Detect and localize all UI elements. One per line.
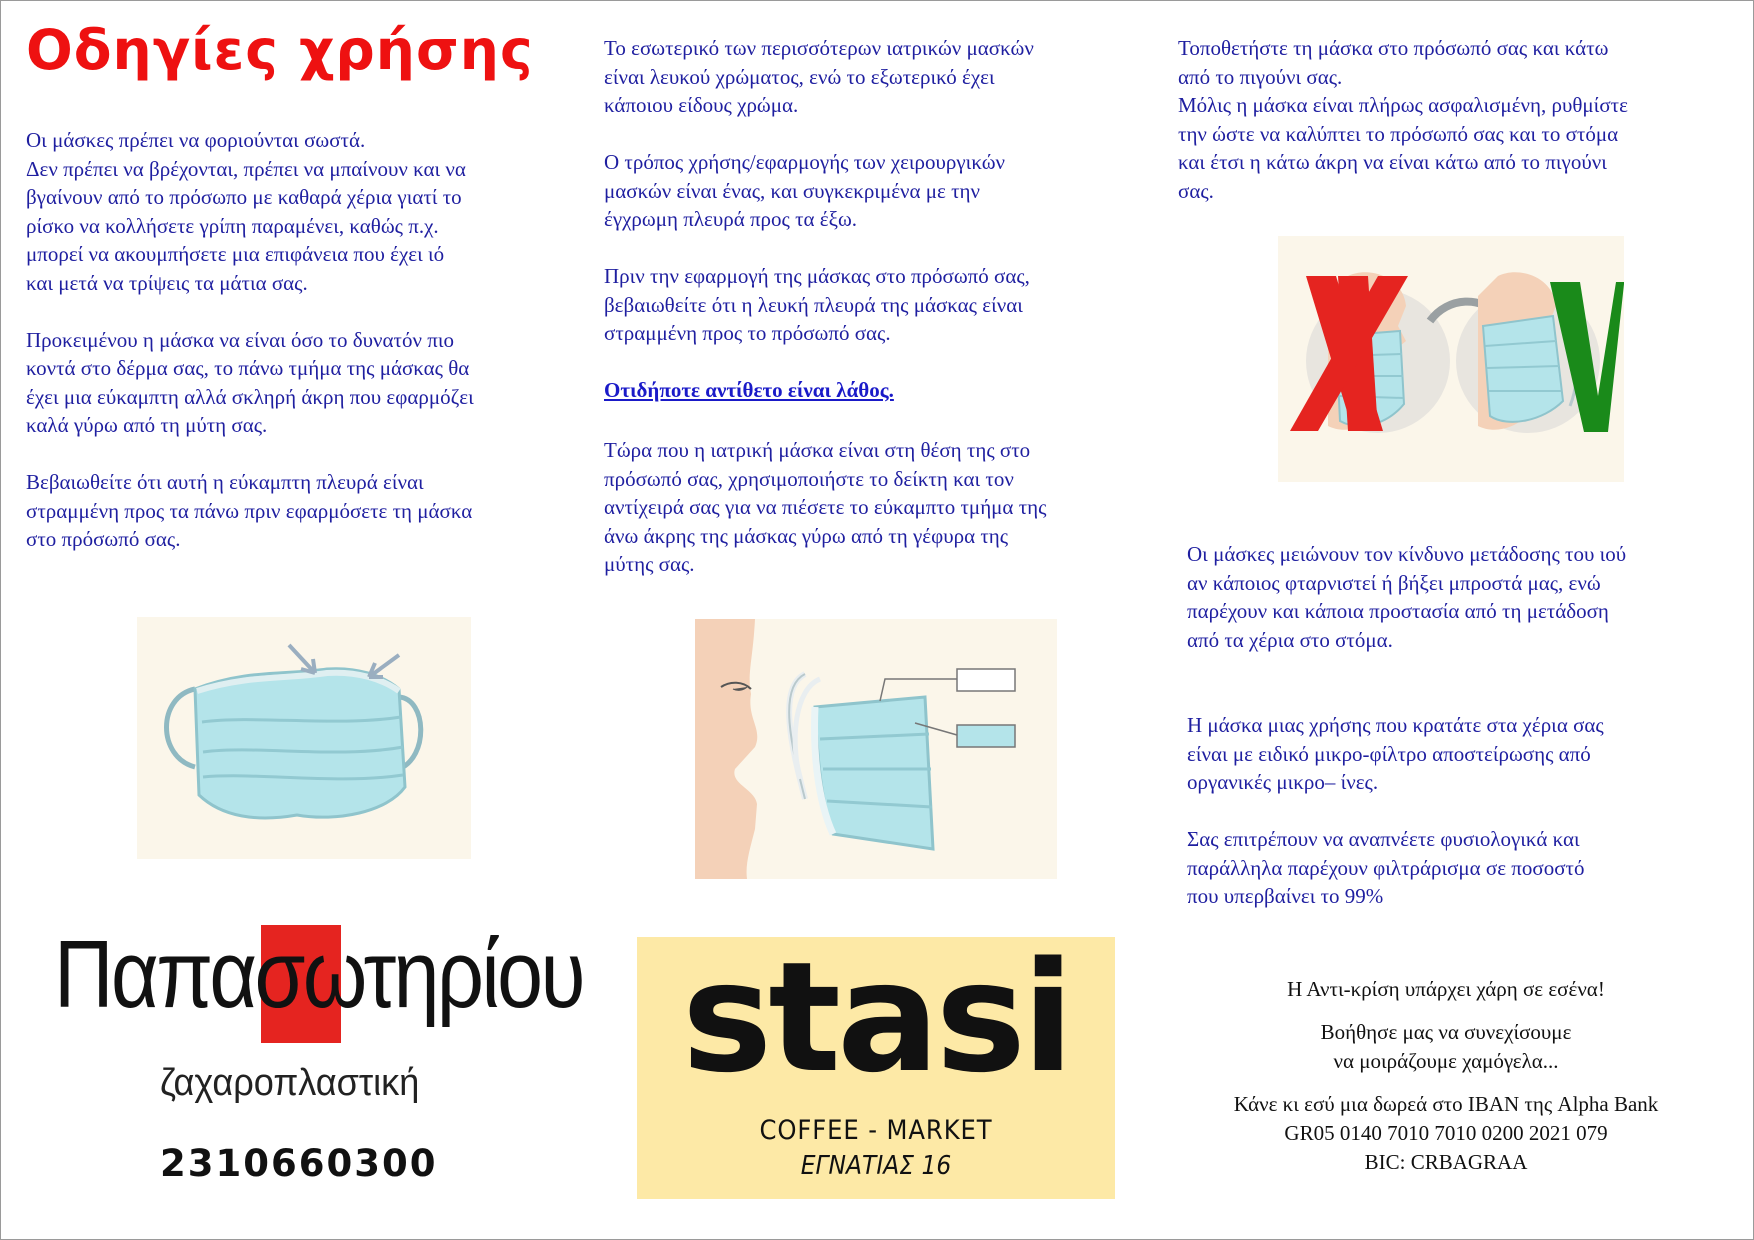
text-line: αν κάποιος φταρνιστεί ή βήξει μπροστά μας, ενώ [1187,570,1601,595]
text-line: σας. [1178,178,1214,203]
text-line: πρόσωπό σας, χρησιμοποιήστε το δείκτη και τον [604,466,1014,491]
text-line: ρίσκο να κολλήσετε γρίπη παραμένει, καθώς π.χ. [26,213,439,238]
text-line: Τώρα που η ιατρική μάσκα είναι στη θέση της στο [604,438,1031,462]
sponsor-papasotiriou [50,920,584,1190]
donate-line: να μοιράζουμε χαμόγελα... [1333,1049,1559,1073]
text-line: Προκειμένου η μάσκα να είναι όσο το δυνατόν πιο [26,327,454,352]
text-line: κοντά στο δέρμα σας, το πάνω τμήμα της μάσκας θα [26,356,470,380]
text-line: Σας επιτρέπουν να αναπνέετε φυσιολογικά και [1187,827,1580,851]
stasi-logo: stasi [681,929,1071,1106]
text-line [26,297,474,326]
text-line: βεβαιωθείτε ότι η λευκή πλευρά της μάσκας είναι [604,292,1023,317]
sponsor-phone: 2310660300 [160,1142,438,1185]
iban: GR05 0140 7010 7010 0200 2021 079 [1284,1121,1608,1145]
text-line: αντίχειρά σας για να πιέσετε το εύκαμπτο τμήμα της [604,495,1047,519]
bic: BIC: CRBAGRAA [1364,1150,1528,1174]
column-2-text-bottom [604,436,1046,579]
text-line: από το πιγούνι σας. [1178,64,1343,89]
stasi-tagline: COFFEE - MARKET [759,1115,993,1146]
mask-flexible-edge-illustration [137,617,471,859]
column-3-text-bottom [1187,540,1626,911]
stasi-address: ΕΓΝΑΤΙΑΣ 16 [800,1151,952,1181]
warning-link[interactable]: Οτιδήποτε αντίθετο είναι λάθος. [604,378,894,402]
text-line: από τα χέρια στο στόμα. [1187,627,1393,652]
text-line: έχει μια εύκαμπτη αλλά σκληρή άκρη που εφαρμόζει [26,384,474,409]
text-line: και μετά να τρίψεις τα μάτια σας. [26,270,308,295]
text-line: παράλληλα παρέχουν φιλτράρισμα σε ποσοστό [1187,855,1585,880]
sponsor-name: Παπασωτηρίου [54,921,584,1028]
text-line: στραμμένη προς το πρόσωπό σας. [604,321,891,345]
text-line: και έτσι η κάτω άκρη να είναι κάτω από το πιγούνι [1178,150,1607,174]
text-line: μασκών είναι ένας, και συγκεκριμένα με την [604,178,981,203]
text-line [604,234,1034,263]
text-line: είναι με ειδικό μικρο-φίλτρο αποστείρωσης από [1187,741,1591,766]
text-line: Πριν την εφαρμογή της μάσκας στο πρόσωπό σας, [604,264,1030,288]
page-title: Οδηγίες χρήσης [26,18,534,82]
text-line [1187,683,1626,712]
text-line: την ώστε να καλύπτει το πρόσωπό σας και το στόμα [1178,121,1619,146]
text-line: μύτης σας. [604,552,695,576]
text-line: κάποιου είδους χρώμα. [604,93,799,117]
text-line: στραμμένη προς τα πάνω πριν εφαρμόσετε τη μάσκα [26,498,473,523]
text-line: παρέχουν και κάποια προστασία από τη μετάδοση [1187,599,1609,623]
sponsor-subtitle: ζαχαροπλαστική [160,1062,420,1104]
column-3-text-top [1178,34,1628,205]
text-line: Οι μάσκες μειώνουν τον κίνδυνο μετάδοσης του ιού [1187,542,1627,566]
donation-note [1150,975,1742,1177]
text-line: που υπερβαίνει το 99% [1187,884,1384,908]
wrong-right-illustration [1278,236,1624,482]
column-1-text [26,126,474,554]
text-line: στο πρόσωπό σας. [26,527,181,551]
text-line: Ο τρόπος χρήσης/εφαρμογής των χειρουργικών [604,150,1006,174]
donate-line: Η Αντι-κρίση υπάρχει χάρη σε εσένα! [1287,977,1605,1001]
text-line: καλά γύρω από τη μύτη σας. [26,413,268,437]
text-line [1187,654,1626,683]
text-line: μπορεί να ακουμπήσετε μια επιφάνεια που έχει ιό [26,242,445,266]
text-line: Μόλις η μάσκα είναι πλήρως ασφαλισμένη, ρυθμίστε [1178,93,1628,117]
text-line: Δεν πρέπει να βρέχονται, πρέπει να μπαίνουν και να [26,156,466,181]
text-line: άνω άκρης της μάσκας γύρω από τη γέφυρα της [604,523,1009,548]
mask-on-face-illustration [695,619,1057,879]
text-line [26,440,474,469]
donate-line: Κάνε κι εσύ μια δωρεά στο IBAN της Alpha Bank [1233,1092,1659,1116]
text-line [604,120,1034,149]
text-line: Η μάσκα μιας χρήσης που κρατάτε στα χέρια σας [1187,713,1604,737]
column-2-text-top [604,34,1034,348]
sponsor-stasi [637,929,1115,1199]
spacer [1150,1004,1742,1018]
text-line: Το εσωτερικό των περισσότερων ιατρικών μασκών [604,36,1034,60]
text-line [1187,797,1626,826]
text-line: είναι λευκού χρώματος, ενώ το εξωτερικό έχει [604,64,995,89]
text-line: οργανικές μικρο– ίνες. [1187,770,1379,794]
text-line: βγαίνουν από το πρόσωπο με καθαρά χέρια γιατί το [26,185,462,209]
donate-line: Βοήθησε μας να συνεχίσουμε [1320,1020,1572,1044]
text-line: έγχρωμη πλευρά προς τα έξω. [604,207,858,231]
spacer [1150,1076,1742,1090]
text-line: Οι μάσκες πρέπει να φοριούνται σωστά. [26,128,366,152]
text-line: Τοποθετήστε τη μάσκα στο πρόσωπό σας και κάτω [1178,36,1609,60]
text-line: Βεβαιωθείτε ότι αυτή η εύκαμπτη πλευρά είναι [26,470,424,494]
